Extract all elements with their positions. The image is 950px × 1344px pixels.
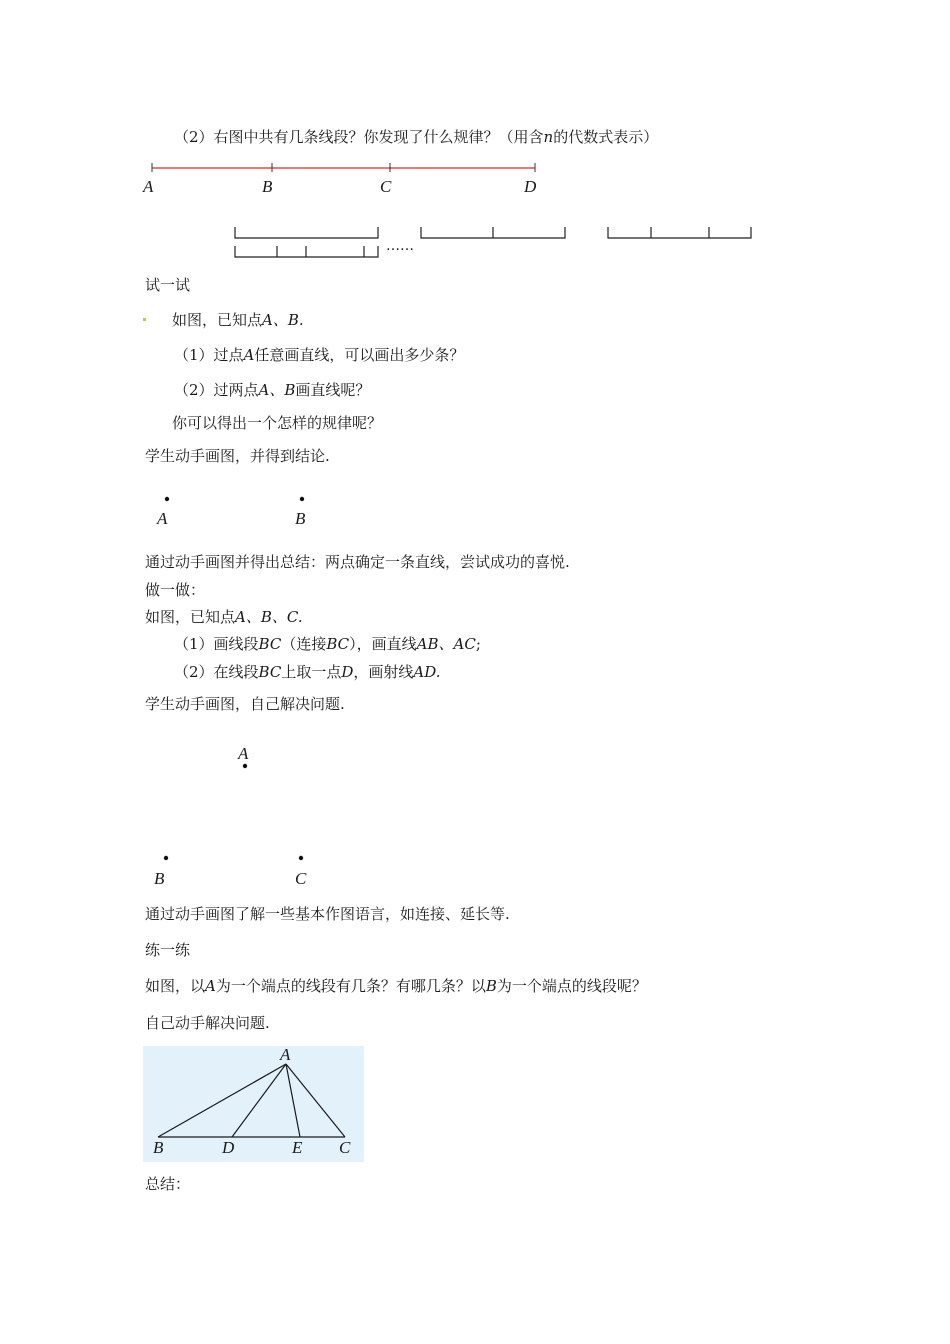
label-a: A (143, 177, 154, 196)
segment-ab (158, 1064, 286, 1137)
ellipsis: …… (386, 238, 414, 254)
try-q1-a: （1）过点 (174, 346, 244, 364)
tri-label-b: B (153, 1138, 164, 1157)
segment-ae (286, 1064, 300, 1137)
label-d: D (524, 177, 537, 196)
do-student: 学生动手画图，自己解决问题. (145, 695, 345, 713)
point-b-label: B (154, 869, 165, 888)
do-intro-text: 如图，已知点 (145, 608, 236, 626)
do-q2-v1: BC (258, 663, 282, 681)
try-summary: 通过动手画图并得出总结：两点确定一条直线，尝试成功的喜悦. (145, 553, 570, 571)
do-q1-d: ; (475, 635, 481, 653)
point-b-dot (164, 856, 168, 860)
point-a-dot (165, 497, 169, 501)
bracket-group-3 (608, 227, 751, 238)
try-heading: 试一试 (145, 276, 191, 294)
segment-figure (0, 0, 950, 260)
conclusion-label: 总结： (145, 1175, 191, 1193)
practice-q-v1: A (205, 977, 216, 995)
do-q1-v2: BC (326, 635, 350, 653)
try-q2 (174, 380, 370, 400)
practice-q-b: 为一个端点的线段有几条？有哪几条？以 (215, 977, 486, 995)
three-points-figure (0, 735, 950, 895)
question-2-prefix: （2）右图中共有几条线段？你发现了什么规律？（用含 (174, 128, 544, 146)
bullet-dot (143, 318, 146, 321)
bracket-group-1 (235, 227, 378, 257)
tri-label-c: C (339, 1138, 351, 1157)
do-q2-c: ，画射线 (353, 663, 414, 681)
try-intro (172, 310, 304, 330)
do-intro-points: A、B、C. (235, 608, 303, 626)
tri-label-e: E (292, 1138, 303, 1157)
do-q1-v1: BC (258, 635, 282, 653)
point-b-dot (300, 497, 304, 501)
try-q1 (174, 345, 464, 365)
bracket-group-2 (421, 227, 565, 238)
point-a-label: A (238, 744, 249, 763)
do-q2-v2: D (341, 663, 354, 681)
do-q1-v3: AB、AC (416, 635, 476, 653)
do-q1 (174, 634, 481, 654)
segment-ac (286, 1064, 345, 1137)
two-points-figure (0, 480, 950, 540)
do-q2-a: （2）在线段 (174, 663, 259, 681)
try-intro-points: A、B. (262, 311, 304, 329)
do-intro (145, 607, 303, 627)
point-a-label: A (157, 509, 168, 528)
practice-q-v2: B (485, 977, 497, 995)
try-intro-text: 如图，已知点 (172, 311, 263, 329)
try-q1-point: A (243, 346, 255, 364)
do-q2 (174, 662, 440, 682)
practice-heading: 练一练 (145, 941, 191, 959)
try-q1-b: 任意画直线，可以画出多少条？ (254, 346, 465, 364)
tri-label-a: A (280, 1045, 291, 1064)
point-c-label: C (295, 869, 307, 888)
practice-self: 自己动手解决问题. (145, 1014, 270, 1032)
do-q1-a: （1）画线段 (174, 635, 259, 653)
tri-label-d: D (222, 1138, 235, 1157)
do-q1-b: （连接 (281, 635, 327, 653)
do-heading: 做一做： (145, 581, 206, 599)
variable-n: n (543, 128, 554, 146)
triangle-figure (143, 1046, 364, 1162)
do-q2-v3: AD. (413, 663, 441, 681)
label-c: C (380, 177, 392, 196)
point-c-dot (299, 856, 303, 860)
label-b: B (262, 177, 273, 196)
point-b-label: B (295, 509, 306, 528)
point-a-dot (243, 764, 247, 768)
try-q2-points: A、B (258, 381, 296, 399)
do-q2-b: 上取一点 (281, 663, 342, 681)
practice-q-a: 如图，以 (145, 977, 206, 995)
try-student: 学生动手画图，并得到结论. (145, 447, 330, 465)
try-q2-a: （2）过两点 (174, 381, 259, 399)
practice-q-c: 为一个端点的线段呢？ (496, 977, 647, 995)
do-q1-c: ），画直线 (349, 635, 417, 653)
practice-question (145, 976, 647, 996)
do-summary: 通过动手画图了解一些基本作图语言，如连接、延长等. (145, 905, 510, 923)
question-2-suffix: 的代数式表示） (553, 128, 659, 146)
try-q3: 你可以得出一个怎样的规律呢？ (172, 414, 383, 432)
segment-ad (232, 1064, 286, 1137)
try-q2-b: 画直线呢？ (295, 381, 371, 399)
